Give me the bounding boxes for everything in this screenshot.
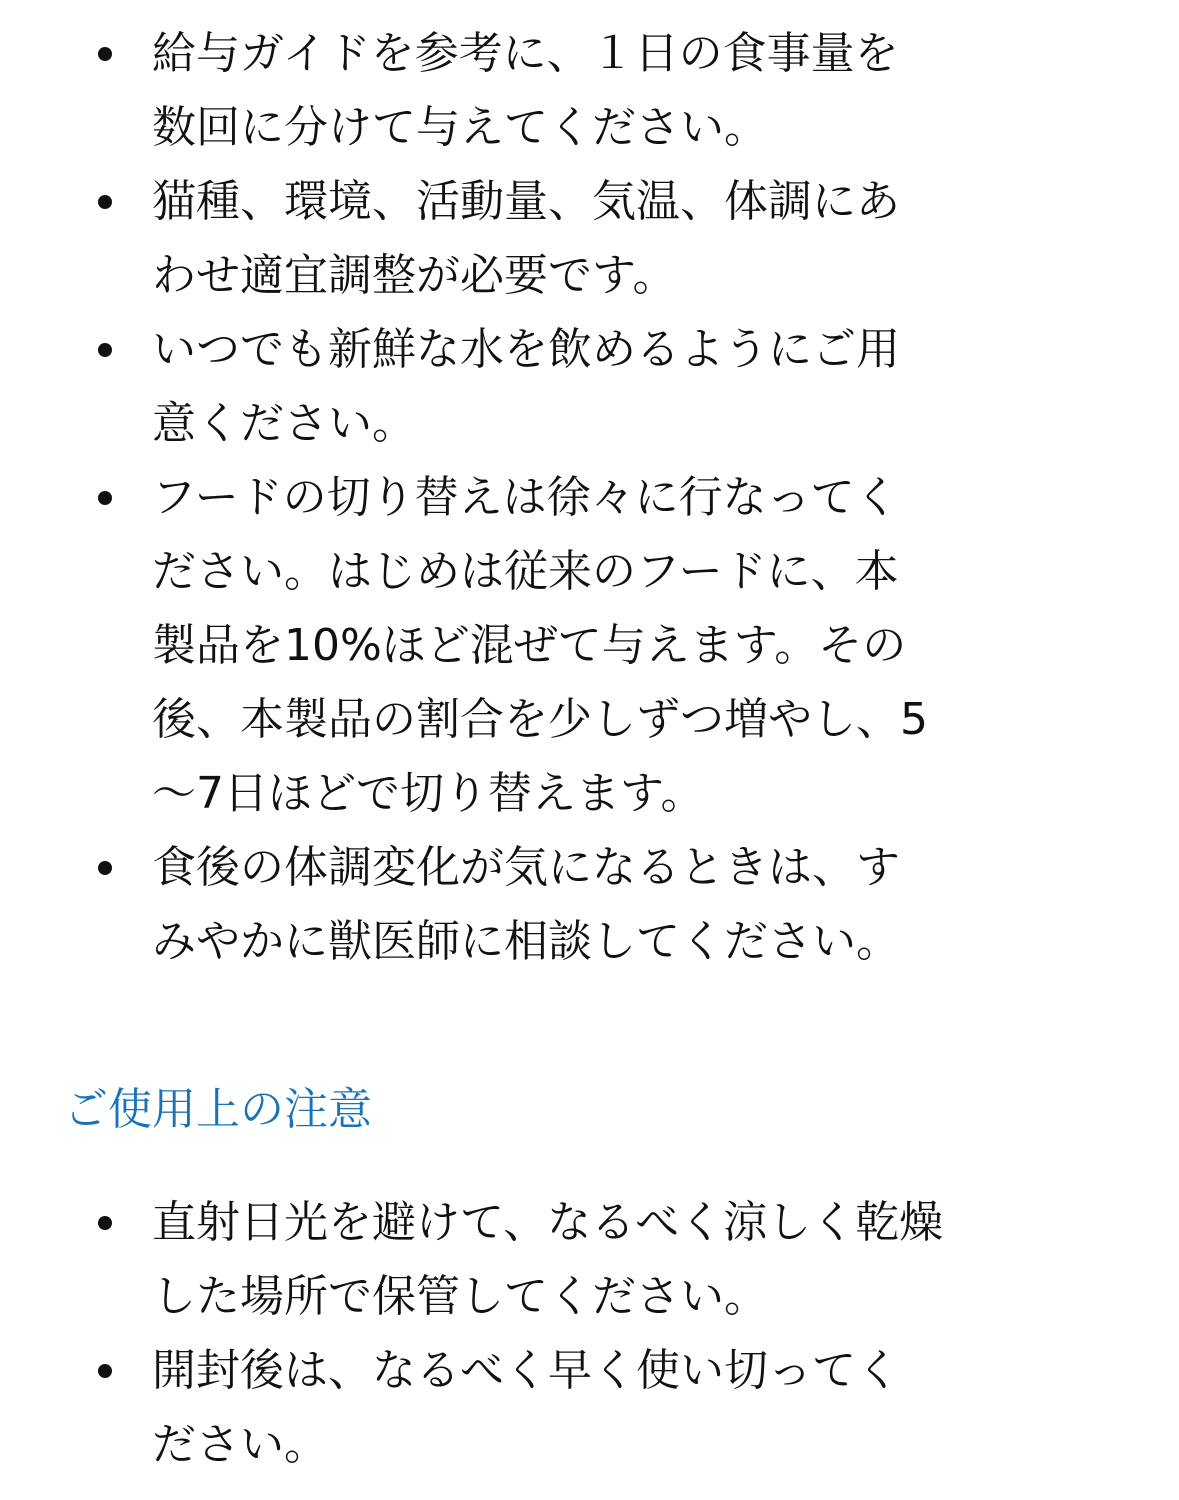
- list-item-line: 意ください。: [152, 398, 416, 449]
- list-item-line: 〜7日ほどで切り替えます。: [152, 768, 705, 819]
- list-item: [0, 165, 1179, 313]
- list-item-line: した場所で保管してください。: [152, 1271, 768, 1322]
- bullet-icon: [98, 1364, 112, 1378]
- bullet-icon: [98, 1216, 112, 1230]
- list-item-line: いつでも新鮮な水を飲めるようにご用: [152, 324, 900, 375]
- list-item-line: フードの切り替えは徐々に行なってく: [152, 472, 899, 523]
- list-item-line: 後、本製品の割合を少しずつ増やし、5: [152, 694, 928, 745]
- list-item: [0, 461, 1179, 831]
- bullet-icon: [98, 861, 112, 875]
- list-item: [0, 1186, 1179, 1334]
- list-item-line: 製品を10%ほど混ぜて与えます。その: [152, 620, 907, 671]
- list-item: [0, 1334, 1179, 1482]
- list-item-line: 食後の体調変化が気になるときは、す: [152, 842, 900, 893]
- list-item-line: ださい。はじめは従来のフードに、本: [152, 546, 899, 597]
- bullet-icon: [98, 343, 112, 357]
- list-item: [0, 313, 1179, 461]
- bullet-icon: [98, 47, 112, 61]
- list-item-line: ださい。: [152, 1419, 328, 1470]
- list-item: [0, 17, 1179, 165]
- list-item-line: 猫種、環境、活動量、気温、体調にあ: [152, 176, 900, 227]
- list-item-line: みやかに獣医師に相談してください。: [152, 916, 900, 967]
- list-item-line: 給与ガイドを参考に、１日の食事量を: [152, 28, 899, 79]
- bullet-icon: [98, 491, 112, 505]
- list-item-line: わせ適宜調整が必要です。: [152, 250, 677, 301]
- bullet-icon: [98, 195, 112, 209]
- list-item: [0, 831, 1179, 979]
- caution-list: [0, 1186, 1179, 1482]
- feeding-notes-list: [0, 17, 1179, 979]
- section-heading: ご使用上の注意: [64, 1084, 372, 1135]
- list-item-line: 数回に分けて与えてください。: [152, 102, 768, 153]
- list-item-line: 直射日光を避けて、なるべく涼しく乾燥: [152, 1197, 944, 1248]
- list-item-line: 開封後は、なるべく早く使い切ってく: [152, 1345, 900, 1396]
